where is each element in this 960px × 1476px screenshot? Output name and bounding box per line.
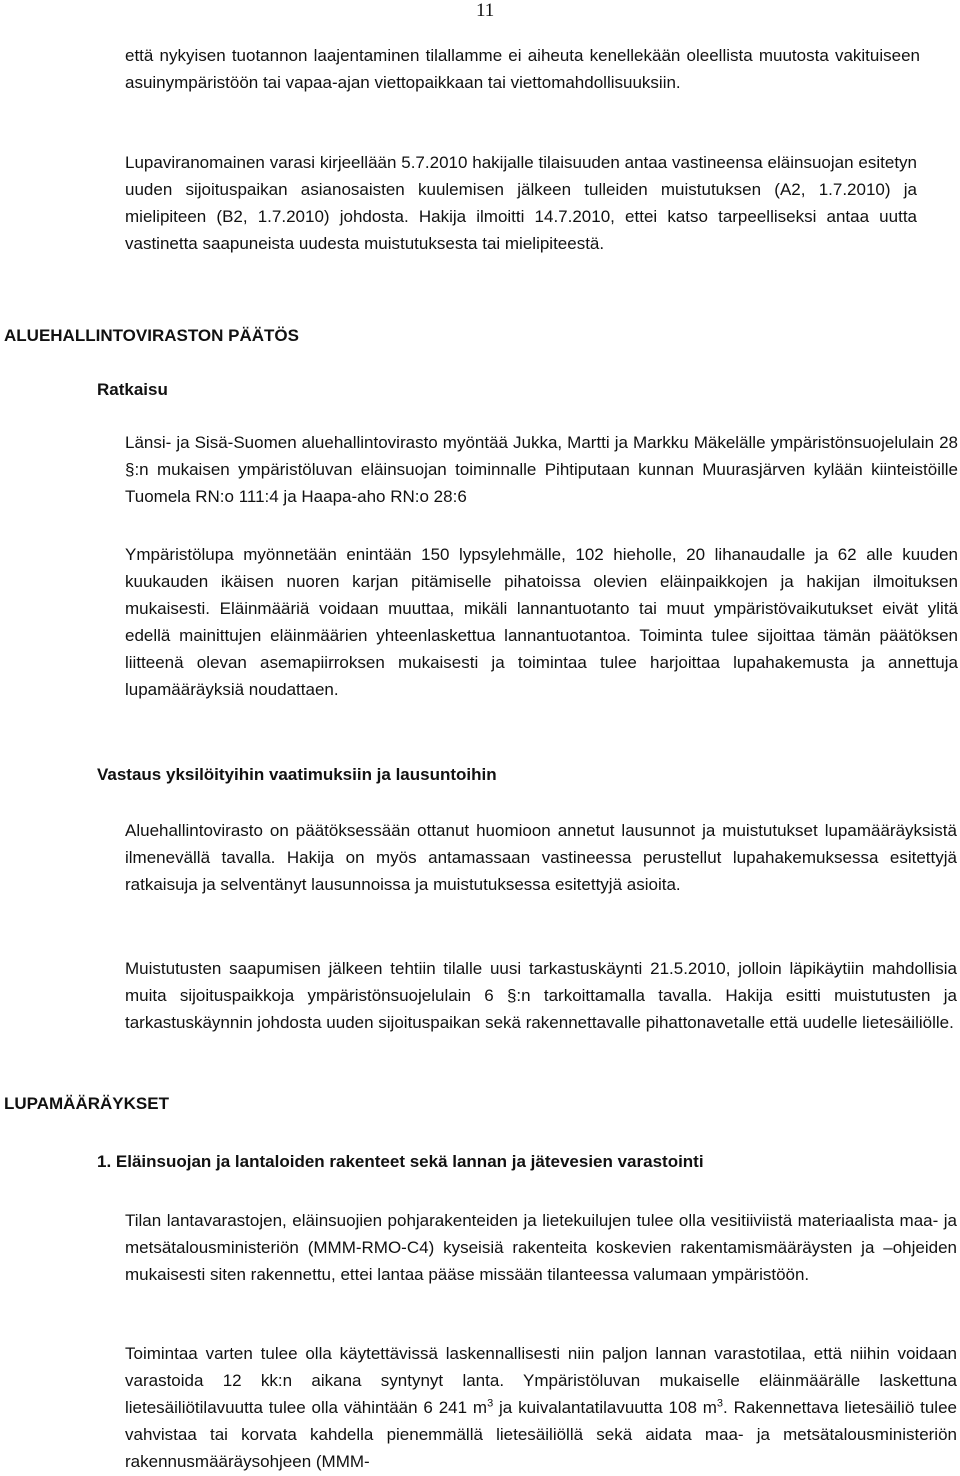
page-number: 11 — [476, 0, 495, 21]
decision-heading: ALUEHALLINTOVIRASTON PÄÄTÖS — [4, 326, 299, 345]
section-1-paragraph-2-text-b: ja kuivalantatilavuutta 108 m — [493, 1398, 717, 1417]
intro-paragraph-2: Lupaviranomainen varasi kirjeellään 5.7.2010 hakijalle tilaisuuden antaa vastineensa eläinsuojan esitetyn uuden sijoituspaikan asianosaisten kuulemisen jälkeen tulleiden muistutuksen (A2, 1.7.2010) ja mielipiteen (B2, 1.7.2010) johdosta. Hakija ilmoitti 14.7.2010, ettei katso tarpeelliseksi antaa uutta vastinetta saapuneista uudesta muistutuksesta tai mielipiteestä. — [125, 153, 917, 253]
cubic-superscript-1: 3 — [487, 1397, 494, 1410]
ratkaisu-heading: Ratkaisu — [97, 380, 168, 399]
section-1-paragraph-1: Tilan lantavarastojen, eläinsuojien pohjarakenteiden ja lietekuilujen tulee olla vesitiiviistä materiaalista maa- ja metsätalousministeriön (MMM-RMO-C4) kyseisiä rakenteita koskevien rakentamismääräysten ja –ohjeiden mukaisesti siten rakennettu, ettei lantaa pääse missään tilanteessa valumaan ympäristöön. — [125, 1211, 957, 1284]
intro-paragraph-1: että nykyisen tuotannon laajentaminen tilallamme ei aiheuta kenellekään oleellista muutosta vakituiseen asuinympäristöön tai vapaa-ajan viettopaikkaan tai viettomahdollisuuksiin. — [125, 46, 920, 92]
cubic-superscript-2: 3 — [716, 1397, 724, 1410]
ratkaisu-paragraph-1: Länsi- ja Sisä-Suomen aluehallintovirasto myöntää Jukka, Martti ja Markku Mäkelälle ympäristönsuojelulain 28 §:n mukaisen ympäristöluvan eläinsuojan toiminnalle Pihtiputaan kunnan Muurasjärven kylään kiinteistöille Tuomela RN:o 111:4 ja Haapa-aho RN:o 28:6 — [125, 433, 958, 506]
section-1-paragraph-2-text-a: Toimintaa varten tulee olla käytettävissä laskennallisesti niin paljon lannan varastotilaa, että niihin voidaan varastoida 12 kk:n aikana syntynyt lanta. Ympäristöluvan mukaiselle eläinmäärälle laskettuna lietesäiliötilavuutta tulee olla vähintään 6 241 m — [125, 1344, 957, 1417]
section-1-paragraph-2-text-c: . Rakennettava lietesäiliö tulee vahvistaa tai korvata kahdella pienemmällä lietesäiliöllä sekä aidata maa- ja metsätalousministeriön rakennusmääräysohjeen (MMM- — [125, 1398, 957, 1471]
vastaus-heading: Vastaus yksilöityihin vaatimuksiin ja lausuntoihin — [97, 765, 497, 784]
vastaus-paragraph-1: Aluehallintovirasto on päätöksessään ottanut huomioon annetut lausunnot ja muistutukset lupamääräyksistä ilmenevällä tavalla. Hakija on myös antamassaan vastineessa perustellut lupahakemuksessa esitettyjä ratkaisuja ja selventänyt lausunnoissa ja muistutuksessa esitettyjä asioita. — [125, 821, 957, 894]
ratkaisu-paragraph-2: Ympäristölupa myönnetään enintään 150 lypsylehmälle, 102 hieholle, 20 lihanaudalle ja 62 alle kuuden kuukauden ikäisen nuoren karjan pitämiselle pihatoissa olevien eläinpaikkojen ja hakijan ilmoituksen mukaisesti. Eläinmääriä voidaan muuttaa, mikäli lannantuotanto tai muut ympäristövaikutukset eivät ylitä edellä mainittujen eläinmäärien yhteenlaskettua lannantuotantoa. Toiminta tulee sijoittaa tämän päätöksen liitteenä olevan asemapiirroksen mukaisesti ja toimintaa tulee harjoittaa lupahakemusta ja annettuja lupamääräyksiä noudattaen. — [125, 545, 958, 699]
section-1-heading: 1. Eläinsuojan ja lantaloiden rakenteet sekä lannan ja jätevesien varastointi — [97, 1152, 704, 1171]
vastaus-paragraph-2: Muistutusten saapumisen jälkeen tehtiin tilalle uusi tarkastuskäynti 21.5.2010, jolloin läpikäytiin mahdollisia muita sijoituspaikkoja ympäristönsuojelulain 6 §:n tarkoittamalla tavalla. Hakija esitti muistutusten ja tarkastuskäynnin johdosta uuden sijoituspaikan sekä rakennettavalle pihattonavetalle että uudelle lietesäiliölle. — [125, 959, 957, 1032]
lupamaaraykset-heading: LUPAMÄÄRÄYKSET — [4, 1094, 169, 1113]
section-1-paragraph-2 — [125, 1340, 957, 1475]
